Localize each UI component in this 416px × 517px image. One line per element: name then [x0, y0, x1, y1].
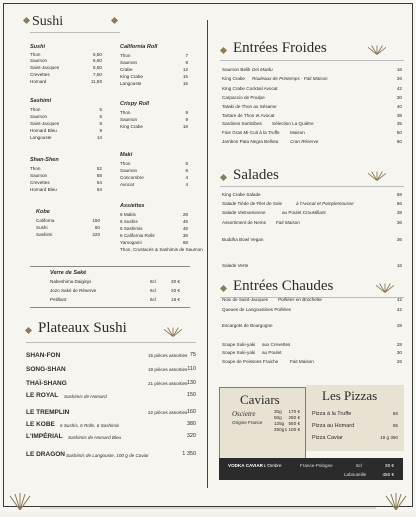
item-desc: à l'Avocat et Pamplemousse: [296, 201, 354, 206]
menu-item: Escargots de Bourgogne: [222, 323, 273, 328]
price: 4: [185, 182, 188, 187]
item-desc: au Poulet: [262, 350, 282, 355]
price: 9: [185, 117, 188, 122]
crispy-subtitle: Crispy Roll: [120, 101, 150, 107]
menu-item: Nabeshima Daiginjo: [50, 279, 92, 284]
vodka-size: 6cl: [356, 463, 362, 468]
footer-ornament: [0, 490, 416, 512]
menu-item: King Crabe Cocktail Avocat: [222, 86, 278, 91]
price: 18 €: [171, 297, 180, 302]
price: 18: [182, 124, 188, 129]
price: 66: [392, 411, 398, 416]
menu-item: Foie Gras Mi-Cuit à la Truffe: [222, 130, 280, 135]
menu-item: Pizza au Homard: [312, 423, 355, 429]
price: 84: [96, 187, 102, 192]
menu-item: 6 Makis: [120, 212, 136, 217]
plateaux-title: Plateaux Sushi: [38, 320, 127, 336]
item-desc: aux Crevettes: [262, 342, 291, 347]
menu-item: Concombre: [120, 175, 144, 180]
menu-item: Sushi: [36, 225, 48, 230]
price: 35: [396, 121, 402, 126]
price: 280 €: [288, 415, 300, 420]
weight: 50g: [274, 415, 282, 420]
item-desc: Fait Maison: [290, 359, 314, 364]
menu-item: King Crabe Salade: [222, 192, 261, 197]
price: 65: [392, 423, 398, 428]
menu-item: Soupe de Poissons Fraiche: [222, 359, 279, 364]
item-desc: Dei Maidu: [252, 67, 273, 72]
price: 6,50: [93, 58, 102, 63]
item-desc: Rouleaux de Printemps · Fait Maison: [252, 76, 328, 81]
price: 8,50: [93, 65, 102, 70]
price: 60: [396, 139, 402, 144]
price: 15: [182, 81, 188, 86]
menu-item: Saumon: [30, 173, 48, 178]
menu-item: Jambon Pata Negra Bellota: [222, 139, 279, 144]
price: 1 350: [182, 451, 196, 457]
price: 15: [182, 74, 188, 79]
price: 380: [186, 421, 196, 427]
sushi-subtitle: Sushi: [30, 44, 45, 50]
plateau-name: THAÏ-SHANG: [26, 380, 67, 387]
price: 68: [396, 192, 402, 197]
plateau-name: SONG-SHAN: [26, 366, 66, 373]
menu-item: Petillant: [50, 297, 67, 302]
price: 12: [182, 67, 188, 72]
menu-item: Pizza Caviar: [312, 435, 343, 441]
volume: 6cl: [150, 288, 156, 293]
menu-item: Pizza à la Truffe: [312, 411, 352, 417]
menu-item: Sardines Sartinibes: [222, 121, 262, 126]
plateau-desc: 15 pièces assorties: [148, 353, 188, 358]
menu-item: Homard Bleu: [30, 128, 57, 133]
vodka-brand: L'Ombre: [264, 463, 282, 468]
price: 48: [182, 226, 188, 231]
menu-item: Queues de Langoustines Poêlées: [222, 307, 291, 312]
fan-ornament: [368, 168, 386, 178]
price: 450 €: [382, 472, 394, 477]
salades-title: Salades: [233, 167, 279, 183]
menu-item: Saumon: [30, 58, 48, 63]
menu-item: King Crabe: [222, 76, 245, 81]
menu-item: 6 Sushis: [120, 219, 138, 224]
item-desc: Poêlées en Brochette: [278, 297, 322, 302]
menu-item: Homard: [30, 79, 47, 84]
price: 7: [185, 53, 188, 58]
price: 38: [396, 210, 402, 215]
menu-item: Saumon: [120, 168, 138, 173]
price: 6: [99, 114, 102, 119]
menu-item: Saumon Belik: [222, 67, 251, 72]
price: 7,50: [93, 72, 102, 77]
weight: 250g: [274, 427, 285, 432]
price: 20 €: [171, 288, 180, 293]
plateau-name: LE KOBE: [26, 421, 55, 428]
menu-item: 6 California Rolls: [120, 233, 155, 238]
price: 42: [396, 86, 402, 91]
plateau-desc: 22 pièces assorties: [148, 410, 188, 415]
plateau-name: SHAN-FON: [26, 352, 61, 359]
item-desc: au Poulet Croustillant: [282, 210, 326, 215]
vodka-origin: France-Pologne: [300, 463, 333, 468]
price: 16: [396, 263, 402, 268]
menu-item: Saint-Jacques: [30, 121, 60, 126]
fan-ornament: [376, 280, 394, 290]
price: 38: [182, 233, 188, 238]
price: 14: [96, 135, 102, 140]
price: 26: [396, 76, 402, 81]
caviars-title: Caviars: [240, 392, 280, 407]
price: 6: [185, 168, 188, 173]
shanshen-subtitle: Shan-Shen: [30, 157, 59, 163]
menu-item: Tataki de Thon au Sésame: [222, 104, 277, 109]
price: 54: [96, 180, 102, 185]
entrees-chaudes-title: Entrées Chaudes: [233, 278, 334, 294]
fan-ornament: [368, 42, 386, 52]
plateau-desc: Sashimis de Homard: [64, 394, 107, 399]
price: 30 €: [385, 463, 394, 468]
price: 42: [396, 307, 402, 312]
maki-subtitle: Maki: [120, 152, 133, 158]
menu-item: Crevettes: [30, 72, 50, 77]
menu-item: Noix de Saint-Jacques: [222, 297, 268, 302]
menu-item: Thon: [120, 53, 131, 58]
price: 42: [396, 297, 402, 302]
menu-item: King Crabe: [120, 74, 143, 79]
price: 50: [396, 130, 402, 135]
assiettes-subtitle: Assiettes: [120, 203, 145, 209]
title-rule: [220, 186, 404, 187]
caviar-note: Origine France: [232, 420, 263, 425]
item-desc: Fait Maison: [276, 220, 300, 225]
menu-item: Saumon: [30, 114, 48, 119]
menu-item: Californa: [36, 218, 55, 223]
price: 75: [189, 352, 196, 358]
price: 68: [182, 240, 188, 245]
price: 56: [396, 201, 402, 206]
price: 220: [92, 232, 100, 237]
california-subtitle: California Roll: [120, 44, 158, 50]
price: 28: [396, 342, 402, 347]
plateau-desc: 19 pièces assorties: [148, 367, 188, 372]
volume: 8cl: [150, 279, 156, 284]
price: 19 g 350: [380, 435, 398, 440]
menu-item: Tartare de Thon et Avocat: [222, 113, 275, 118]
price: 16: [396, 67, 402, 72]
kobe-subtitle: Kobe: [36, 209, 50, 215]
menu-item: Saumon: [120, 117, 138, 122]
price: 150: [92, 218, 100, 223]
caviar-subtitle: Oscietre: [232, 410, 256, 418]
item-desc: Maison: [290, 130, 305, 135]
weight: 30g: [274, 409, 282, 414]
menu-item: Salade Tiède de Filet de Sole: [222, 201, 283, 206]
plateau-desc: Sashimis de Homard Bleu: [68, 435, 122, 440]
title-rule: [30, 32, 120, 33]
menu-item: Sashimi: [36, 232, 53, 237]
volume: 6cl: [150, 297, 156, 302]
menu-item: Langouste: [120, 81, 142, 86]
price: 48: [182, 219, 188, 224]
price: 1 100 €: [284, 427, 300, 432]
price: 110: [187, 366, 196, 372]
menu-item: Soupe Suki-yaki: [222, 342, 256, 347]
menu-item: Crevettes: [30, 180, 50, 185]
menu-item: Salade Verte: [222, 263, 249, 268]
price: 28: [396, 323, 402, 328]
price: 30: [396, 350, 402, 355]
column-divider: [207, 20, 208, 488]
plateau-name: LE TREMPLIN: [26, 409, 70, 416]
price: 11,50: [90, 79, 102, 84]
price: 9: [185, 110, 188, 115]
menu-item: Carpaccio de Poulpe: [222, 95, 265, 100]
plateau-desc: 6 Sushis, 6 Rolls, 6 Sashimis: [60, 423, 120, 428]
menu-item: Thon: [30, 52, 41, 57]
price: 52: [96, 166, 102, 171]
entrees-froides-title: Entrées Froides: [233, 40, 327, 56]
menu-item: Homard Bleu: [30, 187, 57, 192]
assiettes-note: Thon, Crustacés & Sashimis de Saumon: [120, 247, 203, 252]
price: 28: [182, 212, 188, 217]
price: 6: [185, 161, 188, 166]
price: 68: [96, 173, 102, 178]
menu-item: Salade Vietnamienne: [222, 210, 266, 215]
menu-item: Avocat: [120, 182, 134, 187]
menu-item: Saint-Jacques: [30, 65, 60, 70]
title-rule: [26, 342, 196, 343]
menu-item: Saumon: [120, 60, 138, 65]
price: 36: [396, 237, 402, 242]
price: 30: [396, 95, 402, 100]
menu-item: Thon: [30, 166, 41, 171]
price: 4: [185, 175, 188, 180]
pizzas-title: Les Pizzas: [322, 388, 378, 403]
menu-item: King Crabe: [120, 124, 143, 129]
price: 150: [186, 392, 196, 398]
menu-item: Thon: [120, 161, 131, 166]
price: 170 €: [288, 409, 300, 414]
price: 38: [396, 113, 402, 118]
weight: 125g: [274, 421, 285, 426]
menu-item: Soupe Suki-yaki: [222, 350, 256, 355]
menu-item: Buddha Bowl Vegan: [222, 237, 264, 242]
plateau-name: LE ROYAL: [26, 392, 59, 399]
price: 5,50: [93, 52, 102, 57]
sake-subtitle: Verre de Saké: [50, 270, 87, 276]
menu-item: Yamogami: [120, 240, 142, 245]
price: 8: [185, 60, 188, 65]
sashimi-subtitle: Sashimi: [30, 98, 52, 104]
price: 36: [396, 220, 402, 225]
price: 8: [99, 121, 102, 126]
plateau-desc: 21 pièces assorties: [148, 381, 188, 386]
plateau-desc: Sashimis de Langouste, 100 g de Caviar: [66, 453, 149, 458]
plateau-name: L'IMPÉRIAL: [26, 433, 63, 440]
price: 160: [186, 409, 196, 415]
vodka-label: VODKA CAVIAR: [228, 463, 263, 468]
menu-item: 6 Sashimis: [120, 226, 143, 231]
menu-item: Crabe: [120, 67, 133, 72]
menu-item: Assortiment de Nems: [222, 220, 266, 225]
price: 550 €: [288, 421, 300, 426]
price: 320: [186, 433, 196, 439]
title-rule: [220, 60, 404, 61]
menu-item: Thon: [30, 107, 41, 112]
menu-item: Langouste: [30, 135, 52, 140]
price: 40: [396, 104, 402, 109]
price: 130: [186, 380, 196, 386]
price: 26: [396, 359, 402, 364]
price: 30 €: [171, 279, 180, 284]
menu-item: Jozo Saké de Réserve: [50, 288, 97, 293]
price: 9: [99, 128, 102, 133]
vodka-size: Labouteille: [344, 472, 367, 477]
fan-ornament: [164, 324, 182, 334]
plateau-name: LE DRAGON: [26, 451, 65, 458]
item-desc: Sélection La Quiètre: [272, 121, 314, 126]
item-desc: Cran Réserve: [290, 139, 319, 144]
price: 5: [99, 107, 102, 112]
sushi-title: Sushi: [32, 14, 64, 29]
price: 60: [94, 225, 100, 230]
menu-item: Thon: [120, 110, 131, 115]
